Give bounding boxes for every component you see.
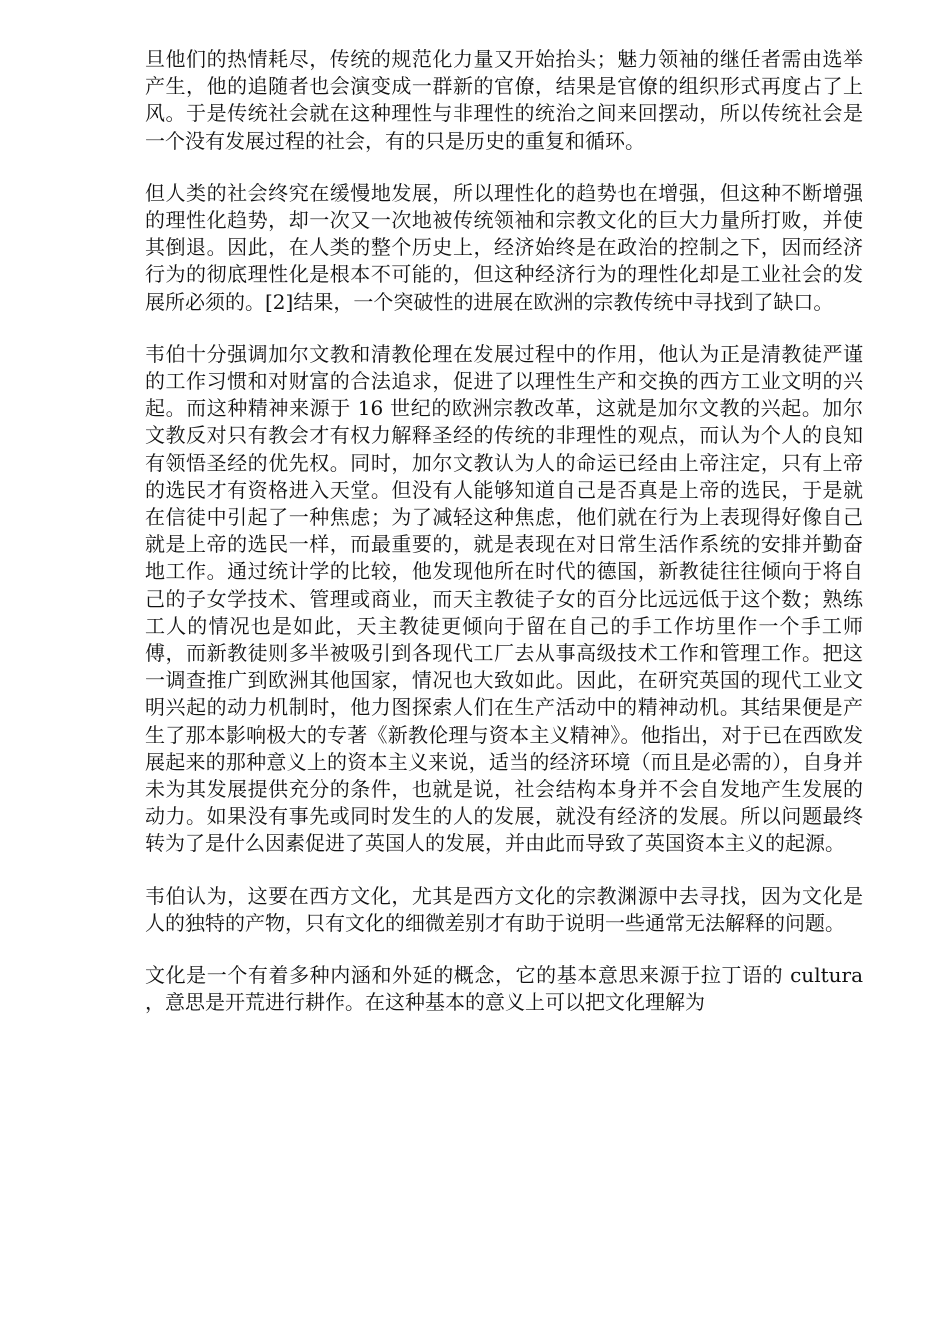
document-body: [145, 46, 863, 1017]
paragraph-4: 韦伯认为，这要在西方文化，尤其是西方文化的宗教渊源中去寻找，因为文化是人的独特的产物，只有文化的细微差别才有助于说明一些通常无法解释的问题。: [145, 883, 863, 935]
paragraph-1: 旦他们的热情耗尽，传统的规范化力量又开始抬头；魅力领袖的继任者需由选举产生，他的追随者也会演变成一群新的官僚，结果是官僚的组织形式再度占了上风。于是传统社会就在这种理性与非理性的统治之间来回摆动，所以传统社会是一个没有发展过程的社会，有的只是历史的重复和循环。: [145, 47, 863, 153]
paragraph-5: 文化是一个有着多种内涵和外延的概念，它的基本意思来源于拉丁语的 cultura ，意思是开荒进行耕作。在这种基本的意义上可以把文化理解为: [145, 963, 863, 1015]
paragraph-2: 但人类的社会终究在缓慢地发展，所以理性化的趋势也在增强，但这种不断增强的理性化趋势，却一次又一次地被传统领袖和宗教文化的巨大力量所打败，并使其倒退。因此，在人类的整个历史上，经济始终是在政治的控制之下，因而经济行为的彻底理性化是根本不可能的，但这种经济行为的理性化却是工业社会的发展所必须的。[2]结果，一个突破性的进展在欧洲的宗教传统中寻找到了缺口。: [145, 180, 863, 314]
paragraph-3: 韦伯十分强调加尔文教和清教伦理在发展过程中的作用，他认为正是清教徒严谨的工作习惯和对财富的合法追求，促进了以理性生产和交换的西方工业文明的兴起。而这种精神来源于 16 世纪的欧洲宗教改革，这就是加尔文教的兴起。加尔文教反对只有教会才有权力解释圣经的传统的非理性的观点，而认为个人的良知有领悟圣经的优先权。同时，加尔文教认为人的命运已经由上帝注定，只有上帝的选民才有资格进入天堂。但没有人能够知道自己是否真是上帝的选民，于是就在信徒中引起了一种焦虑；为了减轻这种焦虑，他们就在行为上表现得好像自己就是上帝的选民一样，而最重要的，就是表现在对日常生活作系统的安排并勤奋地工作。通过统计学的比较，他发现他所在时代的德国，新教徒往往倾向于将自己的子女学技术、管理或商业，而天主教徒子女的百分比远远低于这个数；熟练工人的情况也是如此，天主教徒更倾向于留在自己的手工作坊里作一个手工师傅，而新教徒则多半被吸引到各现代工厂去从事高级技术工作和管理工作。把这一调查推广到欧洲其他国家，情况也大致如此。因此，在研究英国的现代工业文明兴起的动力机制时，他力图探索人们在生产活动中的精神动机。其结果便是产生了那本影响极大的专著《新教伦理与资本主义精神》。他指出，对于已在西欧发展起来的那种意义上的资本主义来说，适当的经济环境（而且是必需的），自身并未为其发展提供充分的条件，也就是说，社会结构本身并不会自发地产生发展的动力。如果没有事先或同时发生的人的发展，就没有经济的发展。所以问题最终转为了是什么因素促进了英国人的发展，并由此而导致了英国资本主义的起源。: [145, 341, 863, 856]
